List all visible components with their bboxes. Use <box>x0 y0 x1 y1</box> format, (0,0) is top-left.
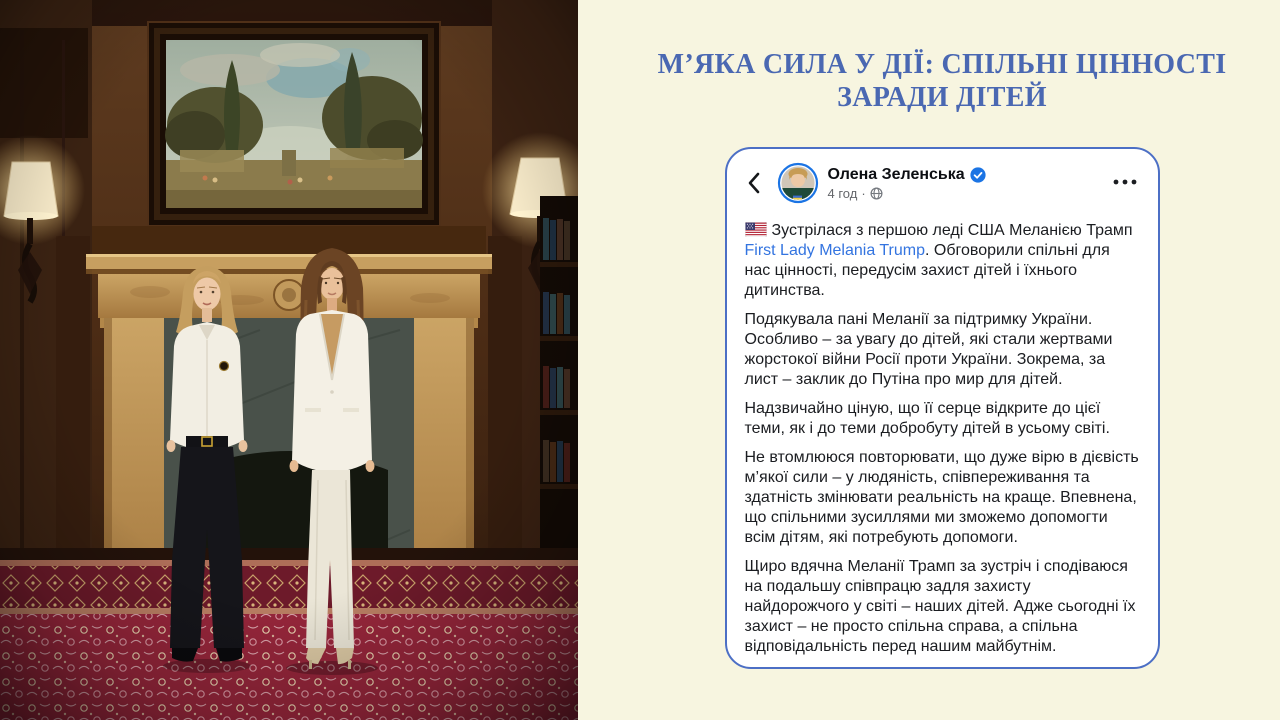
post-time: 4 год <box>827 185 858 201</box>
post-paragraph-5: Щиро вдячна Меланії Трамп за зустріч і сподіваюся на подальшу співпрацю задля захисту найдорожчого у світі – наших дітей. Адже сьогодні їх захист – не просто спільна справа, а спільна відповідальність перед нашим майбутнім. <box>744 558 1136 655</box>
photo-vignette <box>0 0 578 720</box>
post-text: Зустрілася з першою леді США Меланією Трамп <box>771 222 1133 239</box>
photo-first-ladies <box>0 0 578 720</box>
author-name[interactable]: Олена Зеленська <box>827 165 965 183</box>
post-paragraph-3: Надзвичайно ціную, що її серце відкрите до цієї теми, як і до теми добробуту дітей в усьому світі. <box>744 400 1110 437</box>
author-line <box>828 166 986 184</box>
melania-trump-profile-link[interactable]: First Lady Melania Trump <box>744 242 926 259</box>
post-paragraph-1 <box>745 221 1140 301</box>
post-paragraph-4: Не втомлююся повторювати, що дуже вірю в дієвість м’якої сили – у людяність, співпереживання та здатність змінювати реальність на краще. Впевнена, що спільними зусиллями ми зможемо допомогти всім дітям, які потребують допомоги. <box>744 449 1139 546</box>
page-title-line2: ЗАРАДИ ДІТЕЙ <box>837 82 1047 113</box>
author-block <box>828 166 986 201</box>
post-paragraph-2: Подякувала пані Меланії за підтримку України. Особливо – за увагу до дітей, які стали жертвами жорстокої війни Росії проти України. Зокрема, за лист – заклик до Путіна про мир для дітей. <box>744 311 1113 388</box>
page-title <box>658 48 1227 114</box>
content-panel <box>578 0 1280 720</box>
chevron-left-icon <box>747 172 761 194</box>
avatar[interactable] <box>777 162 819 204</box>
globe-icon <box>870 187 883 200</box>
meta-separator: · <box>861 185 866 201</box>
post-meta <box>828 186 986 201</box>
back-button[interactable] <box>747 170 765 196</box>
post-text: . Обговорили спільні для нас цінності, передусім захист дітей і їхнього дитинства. <box>744 242 1110 299</box>
post-body <box>745 221 1140 657</box>
photo-illustration <box>0 0 578 720</box>
page-title-line1: М’ЯКА СИЛА У ДІЇ: СПІЛЬНІ ЦІННОСТІ <box>657 49 1227 80</box>
ellipsis-icon <box>1112 178 1138 186</box>
verified-badge-icon <box>970 167 986 183</box>
post-header <box>745 162 1140 204</box>
more-options-button[interactable] <box>1110 170 1140 193</box>
facebook-post-card <box>725 147 1160 669</box>
us-flag-icon <box>745 222 767 237</box>
